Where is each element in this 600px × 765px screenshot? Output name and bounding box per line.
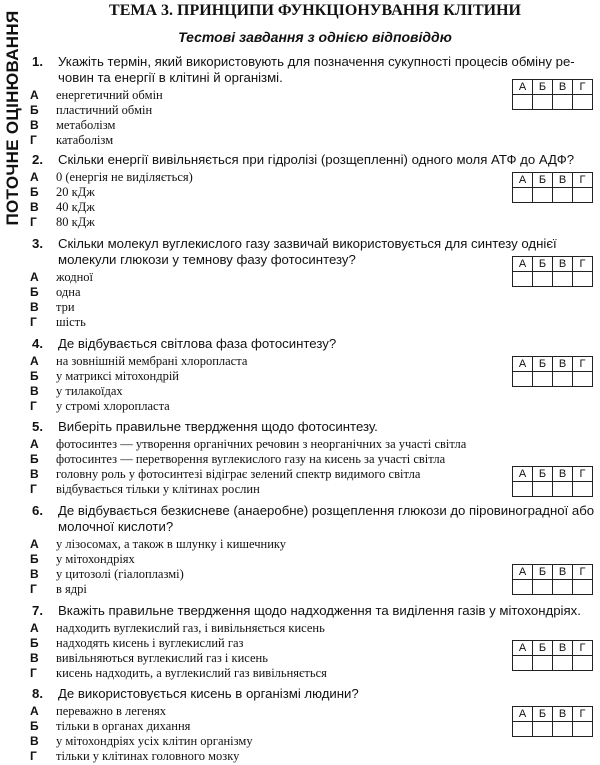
answer-cell[interactable] bbox=[513, 372, 533, 387]
question-7: 7. Вкажіть правильне твердження щодо надходження та виділення газів у мітохондріях. А надходить вуглекислий газ, і вивільняється кисень Б надходять кисень і вуглекислий газ В вивільняються вуглекислий газ і кисень Г кисень надходить, а вуглекислий газ вивільняється bbox=[28, 603, 598, 681]
answer-cell[interactable] bbox=[553, 372, 573, 387]
option-a: А надходить вуглекислий газ, і вивільняється кисень bbox=[30, 621, 325, 635]
answer-grid: А Б В Г bbox=[512, 640, 593, 671]
option-c: В у тилакоїдах bbox=[30, 384, 123, 398]
question-text: Скільки молекул вуглекислого газу зазвичай використовується для синтезу однієї молекули глюкози у темнову фазу фотосинтезу? bbox=[58, 236, 557, 267]
answer-cell[interactable] bbox=[513, 656, 533, 671]
option-a: А на зовнішній мембрані хлоропласта bbox=[30, 354, 248, 368]
page-title: ТЕМА 3. ПРИНЦИПИ ФУНКЦІОНУВАННЯ КЛІТИНИ bbox=[109, 2, 521, 19]
option-d: Г в ядрі bbox=[30, 582, 87, 596]
answer-cell[interactable] bbox=[513, 95, 533, 110]
answer-grid: А Б В Г bbox=[512, 79, 593, 110]
answer-grid: А Б В Г bbox=[512, 256, 593, 287]
answer-cell[interactable] bbox=[513, 722, 533, 737]
question-text: Де використовується кисень в організмі людини? bbox=[58, 686, 359, 701]
option-b: Б тільки в органах дихання bbox=[30, 719, 191, 733]
answer-grid: А Б В Г bbox=[512, 172, 593, 203]
answer-cell[interactable] bbox=[573, 188, 593, 203]
question-3: 3. Скільки молекул вуглекислого газу зазвичай використовується для синтезу однієї молекули глюкози у темнову фазу фотосинтезу? А жодної Б одна В три Г шість bbox=[28, 236, 598, 330]
answer-cell[interactable] bbox=[533, 482, 553, 497]
answer-cell[interactable] bbox=[513, 580, 533, 595]
question-5: 5. Виберіть правильне твердження щодо фотосинтезу. А фотосинтез — утворення органічних речовин з неорганічних за участі світла Б фотосинтез — перетворення вуглекислого газу на кисень за участі світла В головну роль у фотосинтезі відіграє зелений спектр видимого світла Г відбувається тільки у клітинах рослин bbox=[28, 419, 598, 497]
sidebar-label: ПОТОЧНЕ ОЦІНЮВАННЯ bbox=[3, 10, 22, 226]
answer-cell[interactable] bbox=[573, 482, 593, 497]
option-d: Г шість bbox=[30, 315, 86, 329]
option-d: Г тільки у клітинах головного мозку bbox=[30, 749, 240, 763]
question-text: Укажіть термін, який використовують для позначення сукупності процесів обміну ре-човин та енергії в клітині й організмі. bbox=[58, 54, 575, 85]
answer-cell[interactable] bbox=[533, 722, 553, 737]
option-b: Б надходять кисень і вуглекислий газ bbox=[30, 636, 244, 650]
option-a: А 0 (енергія не виділяється) bbox=[30, 170, 193, 184]
answer-cell[interactable] bbox=[573, 656, 593, 671]
answer-cell[interactable] bbox=[533, 188, 553, 203]
answer-cell[interactable] bbox=[533, 372, 553, 387]
answer-cell[interactable] bbox=[553, 188, 573, 203]
option-a: А фотосинтез — утворення органічних речовин з неорганічних за участі світла bbox=[30, 437, 467, 451]
answer-cell[interactable] bbox=[553, 482, 573, 497]
question-6: 6. Де відбувається безкисневе (анаеробне) розщеплення глюкози до піровиноградної або молочної кислоти? А у лізосомах, а також в шлунку і кишечнику Б у мітохондріях В у цитозолі (гіалоплазмі) Г в ядрі bbox=[28, 503, 598, 597]
answer-cell[interactable] bbox=[513, 272, 533, 287]
option-a: А енергетичний обмін bbox=[30, 88, 163, 102]
option-a: А жодної bbox=[30, 270, 93, 284]
question-text: Де відбувається світлова фаза фотосинтезу? bbox=[58, 336, 337, 351]
answer-cell[interactable] bbox=[573, 372, 593, 387]
option-c: В три bbox=[30, 300, 75, 314]
answer-cell[interactable] bbox=[533, 272, 553, 287]
answer-cell[interactable] bbox=[553, 272, 573, 287]
answer-grid: А Б В Г bbox=[512, 466, 593, 497]
answer-cell[interactable] bbox=[573, 580, 593, 595]
answer-cell[interactable] bbox=[533, 580, 553, 595]
answer-cell[interactable] bbox=[533, 95, 553, 110]
option-c: В вивільняються вуглекислий газ і кисень bbox=[30, 651, 268, 665]
question-text: Де відбувається безкисневе (анаеробне) розщеплення глюкози до піровиноградної або молочної кислоти? bbox=[58, 503, 595, 534]
answer-grid: А Б В Г bbox=[512, 706, 593, 737]
option-b: Б одна bbox=[30, 285, 81, 299]
answer-cell[interactable] bbox=[513, 188, 533, 203]
option-c: В метаболізм bbox=[30, 118, 116, 132]
answer-grid: А Б В Г bbox=[512, 356, 593, 387]
answer-cell[interactable] bbox=[573, 272, 593, 287]
answer-cell[interactable] bbox=[573, 722, 593, 737]
option-a: А переважно в легенях bbox=[30, 704, 167, 718]
answer-cell[interactable] bbox=[533, 656, 553, 671]
option-c: В у цитозолі (гіалоплазмі) bbox=[30, 567, 184, 581]
answer-cell[interactable] bbox=[553, 722, 573, 737]
question-text: Виберіть правильне твердження щодо фотосинтезу. bbox=[58, 419, 378, 434]
option-d: Г катаболізм bbox=[30, 133, 114, 147]
answer-cell[interactable] bbox=[553, 580, 573, 595]
question-1: 1. Укажіть термін, який використовують для позначення сукупності процесів обміну ре-човин та енергії в клітині й організмі. А енергетичний обмін Б пластичний обмін В метаболізм Г катаболізм bbox=[28, 54, 598, 148]
option-b: Б у матриксі мітохондрій bbox=[30, 369, 179, 383]
option-a: А у лізосомах, а також в шлунку і кишечнику bbox=[30, 537, 287, 551]
option-d: Г кисень надходить, а вуглекислий газ вивільняється bbox=[30, 666, 327, 680]
option-d: Г 80 кДж bbox=[30, 215, 95, 229]
option-b: Б 20 кДж bbox=[30, 185, 95, 199]
option-b: Б фотосинтез — перетворення вуглекислого газу на кисень за участі світла bbox=[30, 452, 446, 466]
answer-grid: А Б В Г bbox=[512, 564, 593, 595]
option-d: Г відбувається тільки у клітинах рослин bbox=[30, 482, 260, 496]
question-text: Вкажіть правильне твердження щодо надходження та виділення газів у мітохондріях. bbox=[58, 603, 581, 618]
option-c: В у мітохондріях усіх клітин організму bbox=[30, 734, 253, 748]
option-b: Б у мітохондріях bbox=[30, 552, 135, 566]
option-c: В 40 кДж bbox=[30, 200, 95, 214]
question-4: 4. Де відбувається світлова фаза фотосинтезу? А на зовнішній мембрані хлоропласта Б у матриксі мітохондрій В у тилакоїдах Г у стромі хлоропласта bbox=[28, 336, 598, 414]
question-text: Скільки енергії вивільняється при гідролізі (розщепленні) одного моля АТФ до АДФ? bbox=[58, 152, 575, 167]
option-b: Б пластичний обмін bbox=[30, 103, 153, 117]
section-subtitle: Тестові завдання з однією відповіддю bbox=[178, 29, 452, 45]
option-d: Г у стромі хлоропласта bbox=[30, 399, 170, 413]
option-c: В головну роль у фотосинтезі відіграє зелений спектр видимого світла bbox=[30, 467, 421, 481]
question-2: 2. Скільки енергії вивільняється при гідролізі (розщепленні) одного моля АТФ до АДФ? А 0 (енергія не виділяється) Б 20 кДж В 40 кДж Г 80 кДж bbox=[28, 152, 598, 230]
question-8: 8. Де використовується кисень в організмі людини? А переважно в легенях Б тільки в органах дихання В у мітохондріях усіх клітин організму Г тільки у клітинах головного мозку bbox=[28, 686, 598, 764]
answer-cell[interactable] bbox=[553, 95, 573, 110]
answer-cell[interactable] bbox=[553, 656, 573, 671]
answer-cell[interactable] bbox=[513, 482, 533, 497]
answer-cell[interactable] bbox=[573, 95, 593, 110]
